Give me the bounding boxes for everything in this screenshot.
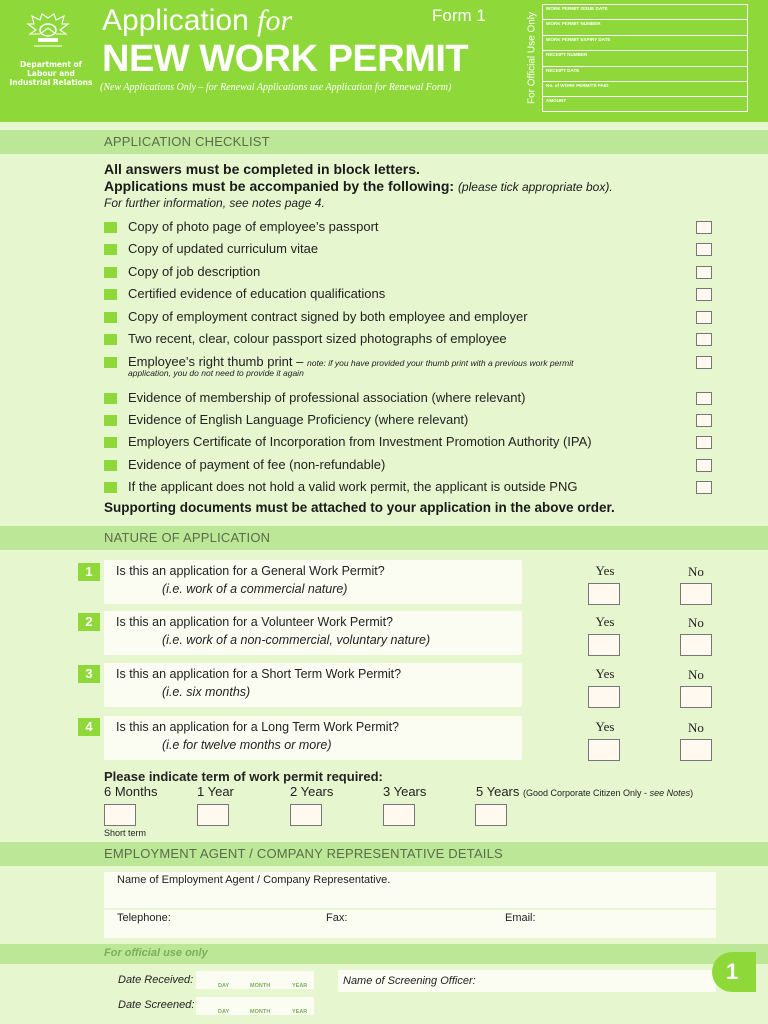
checklist-intro-accompanied: Applications must be accompanied by the following: (please tick appropriate box). [104, 178, 613, 194]
official-use-box [542, 4, 748, 112]
bullet-marker [104, 357, 117, 368]
bullet-marker [104, 393, 117, 404]
volunteer-permit-no-box[interactable] [680, 634, 712, 656]
email-label: Email: [505, 912, 536, 924]
term-label-2-years: 2 Years [290, 784, 334, 799]
checkbox-passport[interactable] [696, 221, 712, 234]
checkbox-thumb-print[interactable] [696, 356, 712, 369]
question-general-permit: Is this an application for a General Work Permit? (i.e. work of a commercial nature) [104, 560, 522, 604]
section-title-checklist: APPLICATION CHECKLIST [104, 134, 270, 149]
term-label-6-months: 6 Months [104, 784, 158, 799]
official-field-permit-number[interactable]: WORK PERMIT NUMBER [543, 20, 747, 35]
question-short-term-permit: Is this an application for a Short Term Work Permit? (i.e. six months) [104, 663, 522, 707]
month-caption: MONTH [250, 1009, 271, 1015]
bullet-marker [104, 267, 117, 278]
no-label: No [688, 564, 704, 579]
page-number: 1 [712, 952, 756, 992]
section-title-agent: EMPLOYMENT AGENT / COMPANY REPRESENTATIVE DETAILS [104, 846, 503, 861]
bullet-marker [104, 244, 117, 255]
bullet-marker [104, 415, 117, 426]
main-title: NEW WORK PERMIT [102, 38, 469, 80]
form-number: Form 1 [432, 6, 486, 25]
official-use-vertical-label: For Official Use Only [526, 11, 538, 105]
fax-label: Fax: [326, 912, 348, 924]
day-caption: DAY [218, 1009, 230, 1015]
day-caption: DAY [218, 983, 230, 989]
application-title [102, 4, 292, 38]
yes-label: Yes [595, 614, 615, 629]
question-number-3: 3 [78, 665, 100, 683]
official-field-issue-date[interactable]: WORK PERMIT ISSUE DATE [543, 5, 747, 20]
term-box-2-years[interactable] [290, 804, 322, 826]
agent-contact-field[interactable] [104, 910, 716, 938]
date-received-field[interactable] [196, 971, 314, 989]
question-number-2: 2 [78, 613, 100, 631]
checkbox-ipa-certificate[interactable] [696, 436, 712, 449]
no-label: No [688, 667, 704, 682]
no-label: No [688, 615, 704, 630]
official-use-title: For official use only [104, 947, 208, 959]
checkbox-job-description[interactable] [696, 266, 712, 279]
form-subtitle: (New Applications Only – for Renewal Applications use Application for Renewal Form) [100, 82, 452, 93]
term-label-5-years: 5 Years (Good Corporate Citizen Only - see Notes) [476, 784, 694, 799]
bullet-marker [104, 437, 117, 448]
bullet-marker [104, 222, 117, 233]
long-term-permit-no-box[interactable] [680, 739, 712, 761]
checkbox-professional-association[interactable] [696, 392, 712, 405]
no-label: No [688, 720, 704, 735]
yes-label: Yes [595, 666, 615, 681]
checklist-intro-block-letters: All answers must be completed in block letters. [104, 161, 420, 177]
month-caption: MONTH [250, 983, 271, 989]
bullet-marker [104, 482, 117, 493]
checkbox-cv[interactable] [696, 243, 712, 256]
yes-label: Yes [595, 719, 615, 734]
official-field-permits-paid[interactable]: No. of WORK PERMITS PAID [543, 82, 747, 97]
checkbox-education[interactable] [696, 288, 712, 301]
checklist-intro-notes: For further information, see notes page 4. [104, 196, 325, 210]
screening-officer-label: Name of Screening Officer: [343, 975, 476, 987]
date-received-label: Date Received: [118, 974, 194, 986]
short-term-caption: Short term [104, 828, 147, 838]
term-box-6-months[interactable] [104, 804, 136, 826]
question-number-4: 4 [78, 718, 100, 736]
checkbox-contract[interactable] [696, 311, 712, 324]
telephone-label: Telephone: [117, 912, 171, 924]
agent-name-label: Name of Employment Agent / Company Representative. [117, 874, 391, 886]
png-crest-icon [26, 12, 70, 52]
long-term-permit-yes-box[interactable] [588, 739, 620, 761]
checkbox-english[interactable] [696, 414, 712, 427]
question-long-term-permit: Is this an application for a Long Term Work Permit? (i.e for twelve months or more) [104, 716, 522, 760]
official-field-receipt-date[interactable]: RECEIPT DATE [543, 67, 747, 82]
bullet-marker [104, 312, 117, 323]
official-field-amount[interactable]: AMOUNT [546, 98, 567, 104]
volunteer-permit-yes-box[interactable] [588, 634, 620, 656]
question-number-1: 1 [78, 563, 100, 581]
bullet-marker [104, 334, 117, 345]
supporting-documents-note: Supporting documents must be attached to your application in the above order. [104, 500, 615, 515]
date-screened-field[interactable] [196, 997, 314, 1015]
bullet-marker [104, 460, 117, 471]
term-box-1-year[interactable] [197, 804, 229, 826]
question-volunteer-permit: Is this an application for a Volunteer Work Permit? (i.e. work of a non-commercial, voluntary nature) [104, 611, 522, 655]
year-caption: YEAR [292, 1009, 308, 1015]
thumb-print-note: application, you do not need to provide it again [128, 368, 304, 378]
date-screened-label: Date Screened: [118, 999, 195, 1011]
checkbox-fee[interactable] [696, 459, 712, 472]
title-for: for [257, 4, 293, 37]
title-prefix: Application [102, 4, 249, 37]
bullet-marker [104, 289, 117, 300]
year-caption: YEAR [292, 983, 308, 989]
short-term-permit-no-box[interactable] [680, 686, 712, 708]
official-field-expiry-date[interactable]: WORK PERMIT EXPIRY DATE [543, 36, 747, 51]
general-permit-no-box[interactable] [680, 583, 712, 605]
general-permit-yes-box[interactable] [588, 583, 620, 605]
term-label-3-years: 3 Years [383, 784, 427, 799]
checkbox-photographs[interactable] [696, 333, 712, 346]
official-field-receipt-number[interactable]: RECEIPT NUMBER [543, 51, 747, 66]
yes-label: Yes [595, 563, 615, 578]
term-label-1-year: 1 Year [197, 784, 234, 799]
term-box-3-years[interactable] [383, 804, 415, 826]
short-term-permit-yes-box[interactable] [588, 686, 620, 708]
checkbox-outside-png[interactable] [696, 481, 712, 494]
term-box-5-years[interactable] [475, 804, 507, 826]
department-name: Department of Labour and Industrial Relations [9, 60, 93, 87]
term-title: Please indicate term of work permit required: [104, 769, 383, 784]
section-title-nature: NATURE OF APPLICATION [104, 530, 271, 545]
